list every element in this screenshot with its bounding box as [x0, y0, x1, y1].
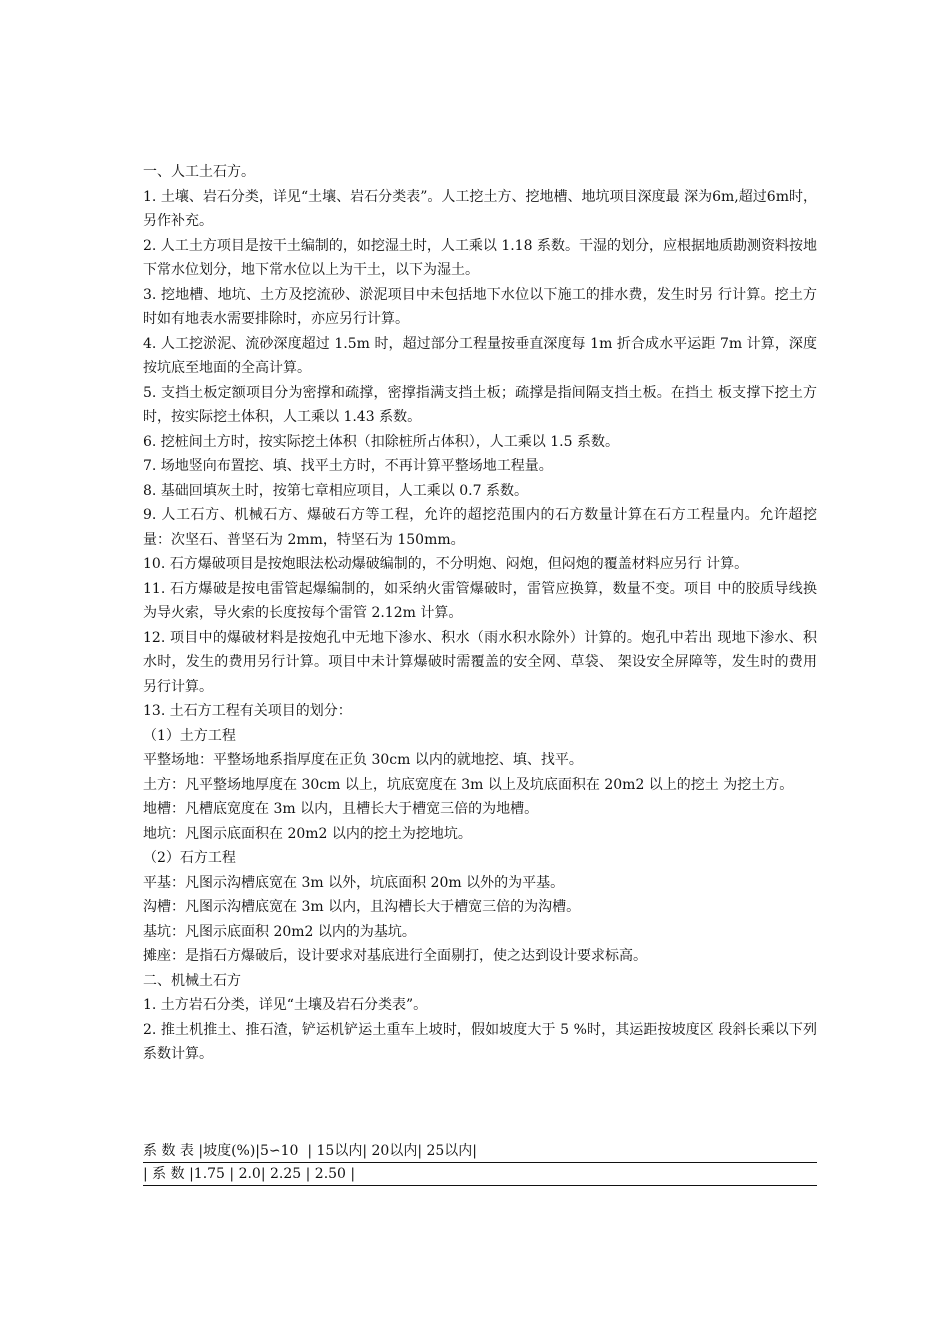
- paragraph-1: 1. 土壤、岩石分类，详见“土壤、岩石分类表”。人工挖土方、挖地槽、地坑项目深度最 深为6m,超过6m时，另作补充。: [143, 188, 817, 229]
- document-body: [143, 160, 817, 1067]
- definition-earthwork: 土方：凡平整场地厚度在 30cm 以上，坑底宽度在 3m 以上及坑底面积在 20m2 以上的挖土 为挖土方。: [143, 776, 794, 793]
- table-bottom-line: [143, 1185, 817, 1186]
- definition-ditch: 沟槽：凡图示沟槽底宽在 3m 以内，且沟槽长大于槽宽三倍的为沟槽。: [143, 899, 581, 915]
- paragraph-12: 12. 项目中的爆破材料是按炮孔中无地下渗水、积水（雨水积水除外）计算的。炮孔中若出 现地下渗水、积水时，发生的费用另行计算。项目中未计算爆破时需覆盖的安全网、草袋、 架设安全屏障等，发生时的费用另行计算。: [143, 629, 817, 695]
- table-value-row: | 系 数 |1.75 | 2.0| 2.25 | 2.50 |: [143, 1166, 356, 1182]
- paragraph-8: 8. 基础回填灰土时，按第七章相应项目，人工乘以 0.7 系数。: [143, 482, 528, 499]
- definition-site-leveling: 平整场地：平整场地系指厚度在正负 30cm 以内的就地挖、填、找平。: [143, 752, 583, 768]
- definition-pit: 地坑：凡图示底面积在 20m2 以内的挖土为挖地坑。: [143, 825, 472, 842]
- paragraph-11: 11. 石方爆破是按电雷管起爆编制的，如采纳火雷管爆破时，雷管应换算，数量不变。项目 中的胶质导线换为导火索，导火索的长度按每个雷管 2.12m 计算。: [143, 580, 817, 621]
- paragraph-5: 5. 支挡土板定额项目分为密撑和疏撑，密撑指满支挡土板；疏撑是指间隔支挡土板。在挡土 板支撑下挖土方时，按实际挖土体积，人工乘以 1.43 系数。: [143, 384, 817, 425]
- paragraph-7: 7. 场地竖向布置挖、填、找平土方时，不再计算平整场地工程量。: [143, 458, 553, 474]
- section-heading-manual: 一、人工土石方。: [143, 164, 255, 180]
- definition-foundation-pit: 基坑：凡图示底面积 20m2 以内的为基坑。: [143, 923, 416, 940]
- paragraph-2: 2. 人工土方项目是按干土编制的，如挖湿土时，人工乘以 1.18 系数。干湿的划分，应根据地质勘测资料按地下常水位划分，地下常水位以上为干土，以下为湿土。: [143, 237, 817, 278]
- table-header-row: 系 数 表 |坡度(%)|5∽10 | 15以内| 20以内| 25以内|: [143, 1143, 478, 1159]
- paragraph-3: 3. 挖地槽、地坑、土方及挖流砂、淤泥项目中未包括地下水位以下施工的排水费，发生时另 行计算。挖土方时如有地表水需要排除时，亦应另行计算。: [143, 286, 817, 327]
- paragraph-4: 4. 人工挖淤泥、流砂深度超过 1.5m 时，超过部分工程量按垂直深度每 1m 折合成水平运距 7m 计算，深度按坑底至地面的全高计算。: [143, 335, 817, 376]
- definition-trench: 地槽：凡槽底宽度在 3m 以内，且槽长大于槽宽三倍的为地槽。: [143, 801, 539, 817]
- paragraph-6: 6. 挖桩间土方时，按实际挖土体积（扣除桩所占体积），人工乘以 1.5 系数。: [143, 433, 619, 450]
- coefficient-table: [143, 1140, 817, 1186]
- definition-flat-base: 平基：凡图示沟槽底宽在 3m 以外，坑底面积 20m 以外的为平基。: [143, 874, 565, 891]
- subheading-earthwork: （1）土方工程: [143, 727, 236, 744]
- definition-base-trimming: 摊座：是指石方爆破后，设计要求对基底进行全面剔打，使之达到设计要求标高。: [143, 948, 647, 964]
- paragraph-10: 10. 石方爆破项目是按炮眼法松动爆破编制的，不分明炮、闷炮，但闷炮的覆盖材料应另行 计算。: [143, 556, 749, 572]
- paragraph-9: 9. 人工石方、机械石方、爆破石方等工程，允许的超挖范围内的石方数量计算在石方工程量内。允许超挖量：次坚石、普坚石为 2mm，特坚石为 150mm。: [143, 507, 817, 548]
- subheading-stonework: （2）石方工程: [143, 850, 236, 866]
- paragraph-m1: 1. 土方岩石分类，详见“土壤及岩石分类表”。: [143, 997, 428, 1013]
- paragraph-13: 13. 土石方工程有关项目的划分：: [143, 703, 352, 719]
- section-heading-mechanical: 二、机械土石方: [143, 972, 241, 989]
- paragraph-m2: 2. 推土机推土、推石渣，铲运机铲运土重车上坡时，假如坡度大于 5 %时，其运距按坡度区 段斜长乘以下列系数计算。: [143, 1021, 817, 1062]
